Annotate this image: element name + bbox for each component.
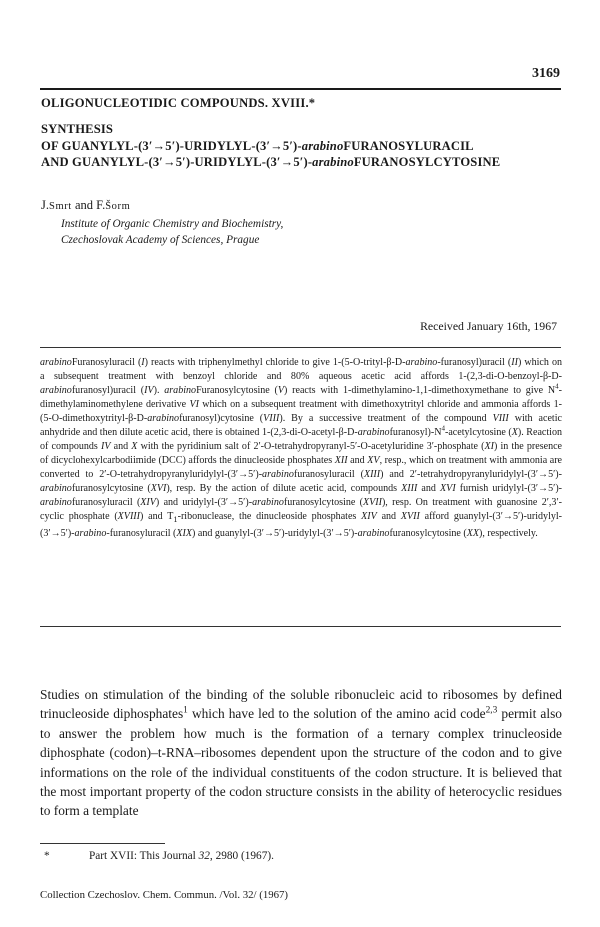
- abstract-top-rule: [40, 347, 561, 348]
- journal-footer: Collection Czechoslov. Chem. Commun. /Vol. 32/ (1967): [40, 889, 289, 901]
- body-paragraph: Studies on stimulation of the binding of the soluble ribonucleic acid to ribosomes by defined trinucleoside diphosphates$^1$ which have led to the solution of the amino acid code$^{2,3}$ permit also to answer the problem how much is the formation of a ternary complex trinucleoside diphosphate (codon)–t-RNA–ribosomes dependent upon the structure of the codon and to give informations on the role of the individual constituents of the codon structure. It is believed that the most important property of the codon structure consists in the ability of heterocyclic residues to form a template: [40, 687, 562, 819]
- abstract-text: arabinoFuranosyluracil (I) reacts with triphenylmethyl chloride to give 1-(5-O-trityl-β-D-arabino-furanosyl)uracil (II) which on a subsequent treatment with benzoyl chloride and 80% aqueous acetic acid affords 1-(2,3-di-O-benzoyl-β-D-arabinofuranosyl)uracil (IV). arabinoFuranosylcytosine (V) reacts with 1-dimethylamino-1,1-dimethoxymethane to give $N^4$-dimethylaminomethylene derivative VI which on a subsequent treatment with dimethoxytrityl chloride and ammonia affords 1-(5-O-dimethoxytrityl-β-D-arabinofuranosyl)cytosine (VIII). By a successive treatment of the compound VIII with acetic anhydride and then dilute acetic acid, there is obtained $1-(2,3-di-O-acetyl-\beta-D-arabinofuranosyl)-N^4$-acetylcytosine (X). Reaction of compounds IV and X with the pyridinium salt of 2′-O-tetrahydropyranyl-5′-O-acetyluridine 3′-phosphate (XI) in the presence of dicyclohexylcarbodiimide (DCC) affords the dinucleoside phosphates XII and XV, resp., which on treatment with ammonia are converted to 2′-O-tetrahydropyranyluridylyl-(3′→5′)-arabinofuranosyluracil (XIII) and 2′-tetrahydropyranyluridylyl-(3′→5′)-arabinofuranosylcytosine (XVI), resp. By the action of dilute acetic acid, compounds XIII and XVI furnish uridylyl-(3′→5′)-arabinofuranosyluracil (XIV) and uridylyl-(3′→5′)-arabinofuranosylcytosine (XVII), resp. On treatment with guanosine 2′,3′-cyclic phosphate (XVIII) and $T_1$-ribonuclease, the dinucleoside phosphates XIV and XVII afford guanylyl-(3′→5′)-uridylyl-(3′→5′)-arabino-furanosyluracil (XIX) and guanylyl-(3′→5′)-uridylyl-(3′→5′)-arabinofuranosylcytosine (XX), respectively.: [40, 357, 563, 539]
- footnote-rule: [40, 843, 165, 844]
- header-rule: [40, 88, 561, 90]
- authors: J.Smrt and F.Šorm: [41, 198, 131, 212]
- author-1-surname: Smrt: [49, 201, 72, 212]
- series-title: OLIGONUCLEOTIDIC COMPOUNDS. XVIII.*: [41, 96, 316, 110]
- page-number: 3169: [532, 66, 560, 81]
- abstract-bottom-rule: [40, 626, 561, 627]
- abstract: [40, 356, 562, 541]
- title-line-1: SYNTHESIS: [41, 122, 114, 136]
- received-date: Received January 16th, 1967: [420, 319, 557, 333]
- body-text: [40, 685, 562, 821]
- author-2-surname: Šorm: [105, 201, 131, 212]
- article-title: [41, 121, 500, 171]
- footnote: * Part XVII: This Journal 32, 2980 (1967).: [44, 850, 274, 862]
- title-line-2: OF GUANYLYL-(3′→5′)-URIDYLYL-(3′→5′)-arabinoFURANOSYLURACIL: [41, 138, 474, 153]
- title-line-3: AND GUANYLYL-(3′→5′)-URIDYLYL-(3′→5′)-arabinoFURANOSYLCYTOSINE: [41, 155, 501, 169]
- affiliation: Institute of Organic Chemistry and Biochemistry, Czechoslovak Academy of Sciences, Prague: [61, 218, 284, 246]
